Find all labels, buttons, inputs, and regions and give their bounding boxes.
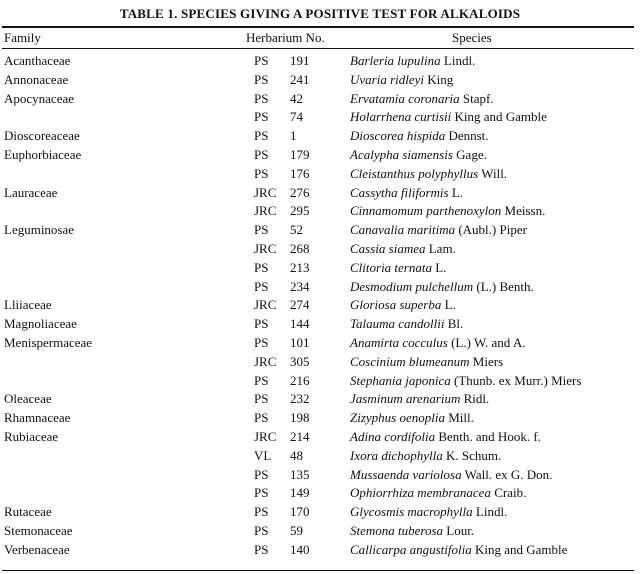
herbarium-cell bbox=[254, 447, 303, 466]
species-binomial: Glycosmis macrophylla bbox=[350, 504, 473, 520]
table-row bbox=[0, 466, 640, 485]
species-authority: (L.) Benth. bbox=[473, 278, 534, 294]
herbarium-cell bbox=[254, 259, 310, 278]
species-cell bbox=[350, 127, 489, 146]
species-cell bbox=[350, 184, 463, 203]
species-binomial: Stephania japonica bbox=[350, 372, 451, 388]
species-binomial: Zizyphus oenoplia bbox=[350, 410, 445, 426]
family-cell: Lauraceae bbox=[4, 184, 58, 200]
species-authority: King bbox=[424, 71, 454, 87]
herbarium-cell bbox=[254, 71, 310, 90]
table-row bbox=[0, 409, 640, 428]
species-authority: Meissn. bbox=[501, 203, 546, 219]
herbarium-prefix: PS bbox=[254, 53, 269, 68]
species-cell bbox=[350, 522, 474, 541]
family-cell: Rubiaceae bbox=[4, 428, 59, 444]
table-row bbox=[0, 165, 640, 184]
herbarium-number: 1 bbox=[290, 128, 297, 144]
herbarium-cell bbox=[254, 409, 310, 428]
family-cell: Leguminosae bbox=[4, 222, 75, 238]
species-authority: L. bbox=[441, 297, 456, 313]
header-herbarium: Herbarium No. bbox=[246, 30, 325, 45]
herbarium-cell bbox=[254, 108, 303, 127]
herbarium-prefix: PS bbox=[254, 90, 269, 106]
herbarium-number: 74 bbox=[290, 109, 303, 125]
table-row bbox=[0, 334, 640, 353]
species-cell bbox=[350, 353, 503, 372]
species-cell bbox=[350, 240, 456, 259]
family-cell: Rutaceae bbox=[4, 504, 52, 520]
herbarium-cell bbox=[254, 334, 310, 353]
herbarium-prefix: PS bbox=[254, 278, 269, 294]
table-row bbox=[0, 108, 640, 127]
table-row bbox=[0, 372, 640, 391]
species-binomial: Canavalia maritima bbox=[350, 222, 456, 238]
table-body bbox=[0, 52, 640, 560]
species-binomial: Coscinium blumeanum bbox=[350, 353, 470, 369]
herbarium-cell bbox=[254, 428, 310, 447]
herbarium-number: 179 bbox=[290, 146, 310, 162]
herbarium-number: 274 bbox=[290, 297, 310, 313]
species-cell bbox=[350, 447, 501, 466]
herbarium-prefix: PS bbox=[254, 485, 269, 501]
species-cell bbox=[350, 71, 453, 90]
table-row bbox=[0, 127, 640, 146]
herbarium-prefix: PS bbox=[254, 109, 269, 125]
table-row bbox=[0, 71, 640, 90]
herbarium-number: 52 bbox=[290, 222, 303, 238]
herbarium-cell bbox=[254, 296, 310, 315]
herbarium-number: 305 bbox=[290, 353, 310, 369]
herbarium-cell bbox=[254, 184, 310, 203]
species-authority: King and Gamble bbox=[451, 109, 547, 125]
table-row bbox=[0, 484, 640, 503]
family-cell: Menispermaceae bbox=[4, 334, 93, 350]
species-binomial: Desmodium pulchellum bbox=[350, 278, 474, 294]
herbarium-cell bbox=[254, 522, 303, 541]
table-row bbox=[0, 278, 640, 297]
herbarium-prefix: PS bbox=[254, 146, 269, 162]
herbarium-prefix: PS bbox=[254, 128, 269, 144]
species-authority: L. bbox=[448, 184, 464, 200]
herbarium-cell bbox=[254, 165, 310, 184]
species-cell bbox=[350, 165, 507, 184]
herbarium-cell bbox=[254, 278, 310, 297]
herbarium-prefix: JRC bbox=[254, 203, 277, 219]
herbarium-prefix: VL bbox=[254, 447, 272, 463]
table-row bbox=[0, 522, 640, 541]
herbarium-cell bbox=[254, 146, 310, 165]
species-authority: Mill. bbox=[444, 410, 474, 426]
herbarium-cell bbox=[254, 315, 310, 334]
species-authority: King and Gamble bbox=[471, 541, 568, 557]
species-cell bbox=[350, 52, 475, 71]
herbarium-number: 140 bbox=[290, 541, 310, 557]
table-row bbox=[0, 90, 640, 109]
herbarium-cell bbox=[254, 52, 310, 71]
species-authority: Miers bbox=[469, 353, 504, 369]
species-binomial: Stemona tuberosa bbox=[350, 522, 444, 538]
species-cell bbox=[350, 296, 456, 315]
species-authority: Lindl. bbox=[440, 53, 476, 68]
family-cell: Dioscoreaceae bbox=[4, 128, 80, 144]
herbarium-prefix: PS bbox=[254, 466, 269, 482]
header-species: Species bbox=[452, 30, 492, 45]
species-authority: Lindl. bbox=[472, 504, 508, 520]
species-binomial: Dioscorea hispida bbox=[350, 128, 446, 144]
species-binomial: Cassia siamea bbox=[350, 240, 426, 256]
species-binomial: Ervatamia coronaria bbox=[350, 90, 460, 106]
table-row bbox=[0, 541, 640, 560]
species-authority: Wall. ex G. Don. bbox=[461, 466, 553, 482]
herbarium-cell bbox=[254, 372, 310, 391]
family-cell: Stemonaceae bbox=[4, 522, 73, 538]
species-binomial: Ixora dichophylla bbox=[350, 447, 443, 463]
herbarium-prefix: PS bbox=[254, 222, 269, 238]
herbarium-prefix: PS bbox=[254, 259, 269, 275]
herbarium-cell bbox=[254, 390, 310, 409]
table-row bbox=[0, 447, 640, 466]
herbarium-number: 42 bbox=[290, 90, 303, 106]
table-row bbox=[0, 240, 640, 259]
herbarium-number: 191 bbox=[290, 53, 310, 68]
herbarium-prefix: JRC bbox=[254, 184, 277, 200]
herbarium-number: 144 bbox=[290, 316, 310, 332]
herbarium-number: 198 bbox=[290, 410, 310, 426]
species-authority: Craib. bbox=[490, 485, 527, 501]
herbarium-cell bbox=[254, 240, 310, 259]
herbarium-number: 135 bbox=[290, 466, 310, 482]
herbarium-prefix: PS bbox=[254, 522, 269, 538]
species-cell bbox=[350, 503, 507, 522]
bottom-rule bbox=[2, 570, 634, 571]
species-binomial: Cinnamomum parthenoxylon bbox=[350, 203, 502, 219]
table-row bbox=[0, 503, 640, 522]
species-authority: Will. bbox=[478, 165, 508, 181]
species-binomial: Uvaria ridleyi bbox=[350, 71, 425, 87]
species-cell bbox=[350, 108, 547, 127]
species-cell bbox=[350, 90, 494, 109]
family-cell: Magnoliaceae bbox=[4, 316, 77, 332]
family-cell: Lliiaceae bbox=[4, 297, 52, 313]
top-rule bbox=[2, 26, 634, 28]
table-row bbox=[0, 390, 640, 409]
species-cell bbox=[350, 278, 534, 297]
herbarium-number: 170 bbox=[290, 504, 310, 520]
species-binomial: Talauma candollii bbox=[350, 316, 445, 332]
herbarium-cell bbox=[254, 541, 310, 560]
table-row bbox=[0, 259, 640, 278]
herbarium-cell bbox=[254, 127, 297, 146]
herbarium-cell bbox=[254, 503, 310, 522]
family-cell: Annonaceae bbox=[4, 71, 69, 87]
herbarium-number: 101 bbox=[290, 334, 310, 350]
herbarium-cell bbox=[254, 353, 310, 372]
herbarium-prefix: JRC bbox=[254, 297, 277, 313]
herbarium-number: 213 bbox=[290, 259, 310, 275]
herbarium-prefix: PS bbox=[254, 165, 269, 181]
herbarium-number: 214 bbox=[290, 428, 310, 444]
herbarium-cell bbox=[254, 466, 310, 485]
herbarium-number: 268 bbox=[290, 240, 310, 256]
herbarium-prefix: PS bbox=[254, 410, 269, 426]
herbarium-prefix: JRC bbox=[254, 353, 277, 369]
family-cell: Oleaceae bbox=[4, 391, 52, 407]
herbarium-prefix: PS bbox=[254, 316, 269, 332]
species-binomial: Holarrhena curtisii bbox=[350, 109, 452, 125]
species-cell bbox=[350, 484, 526, 503]
species-binomial: Callicarpa angustifolia bbox=[350, 541, 472, 557]
species-binomial: Adina cordifolia bbox=[350, 428, 436, 444]
species-cell bbox=[350, 146, 487, 165]
species-binomial: Mussaenda variolosa bbox=[350, 466, 462, 482]
herbarium-prefix: JRC bbox=[254, 428, 277, 444]
species-binomial: Barleria lupulina bbox=[350, 53, 441, 68]
herbarium-prefix: PS bbox=[254, 71, 269, 87]
species-authority: Dennst. bbox=[445, 128, 489, 144]
herbarium-number: 149 bbox=[290, 485, 310, 501]
family-cell: Rhamnaceae bbox=[4, 410, 71, 426]
species-cell bbox=[350, 466, 552, 485]
family-cell: Apocynaceae bbox=[4, 90, 75, 106]
herbarium-prefix: PS bbox=[254, 372, 269, 388]
header-rule bbox=[2, 48, 634, 49]
herbarium-cell bbox=[254, 90, 303, 109]
family-cell: Acanthaceae bbox=[4, 53, 71, 68]
herbarium-prefix: JRC bbox=[254, 240, 277, 256]
herbarium-number: 232 bbox=[290, 391, 310, 407]
herbarium-number: 234 bbox=[290, 278, 310, 294]
species-binomial: Clitoria ternata bbox=[350, 259, 432, 275]
species-cell bbox=[350, 428, 541, 447]
species-cell bbox=[350, 390, 489, 409]
herbarium-number: 295 bbox=[290, 203, 310, 219]
species-authority: (Thunb. ex Murr.) Miers bbox=[450, 372, 582, 388]
species-authority: K. Schum. bbox=[442, 447, 502, 463]
species-cell bbox=[350, 202, 545, 221]
herbarium-number: 48 bbox=[290, 447, 303, 463]
herbarium-cell bbox=[254, 202, 310, 221]
table-row bbox=[0, 221, 640, 240]
species-binomial: Anamirta cocculus bbox=[350, 334, 448, 350]
table-row bbox=[0, 315, 640, 334]
species-authority: Benth. and Hook. f. bbox=[435, 428, 541, 444]
family-cell: Verbenaceae bbox=[4, 541, 70, 557]
table-row bbox=[0, 146, 640, 165]
table-row bbox=[0, 353, 640, 372]
table-row bbox=[0, 52, 640, 71]
species-cell bbox=[350, 259, 446, 278]
table-row bbox=[0, 428, 640, 447]
species-authority: Ridl. bbox=[460, 391, 490, 407]
species-authority: Bl. bbox=[444, 316, 464, 332]
species-cell bbox=[350, 372, 581, 391]
table-row bbox=[0, 184, 640, 203]
herbarium-number: 216 bbox=[290, 372, 310, 388]
species-authority: L. bbox=[431, 259, 447, 275]
herbarium-prefix: PS bbox=[254, 541, 269, 557]
herbarium-prefix: PS bbox=[254, 504, 269, 520]
species-authority: (L.) W. and A. bbox=[447, 334, 526, 350]
species-binomial: Jasminum arenarium bbox=[350, 391, 461, 407]
species-authority: Lour. bbox=[443, 522, 475, 538]
species-cell bbox=[350, 409, 474, 428]
herbarium-prefix: PS bbox=[254, 391, 269, 407]
species-cell bbox=[350, 334, 525, 353]
species-binomial: Gloriosa superba bbox=[350, 297, 442, 313]
species-cell bbox=[350, 541, 567, 560]
herbarium-number: 176 bbox=[290, 165, 310, 181]
herbarium-cell bbox=[254, 221, 303, 240]
species-binomial: Ophiorrhiza membranacea bbox=[350, 485, 491, 501]
species-binomial: Cassytha filiformis bbox=[350, 184, 449, 200]
header-family: Family bbox=[4, 30, 41, 45]
herbarium-prefix: PS bbox=[254, 334, 269, 350]
table-title: TABLE 1. SPECIES GIVING A POSITIVE TEST FOR ALKALOIDS bbox=[119, 6, 521, 21]
species-cell bbox=[350, 221, 527, 240]
species-binomial: Acalypha siamensis bbox=[350, 146, 453, 162]
species-authority: Lam. bbox=[425, 240, 456, 256]
species-authority: Gage. bbox=[452, 146, 487, 162]
species-binomial: Cleistanthus polyphyllus bbox=[350, 165, 479, 181]
herbarium-number: 276 bbox=[290, 184, 310, 200]
family-cell: Euphorbiaceae bbox=[4, 146, 82, 162]
herbarium-cell bbox=[254, 484, 310, 503]
table-row bbox=[0, 202, 640, 221]
herbarium-number: 59 bbox=[290, 522, 303, 538]
species-authority: (Aubl.) Piper bbox=[455, 222, 527, 238]
species-authority: Stapf. bbox=[459, 90, 494, 106]
herbarium-number: 241 bbox=[290, 71, 310, 87]
species-cell bbox=[350, 315, 463, 334]
table-row bbox=[0, 296, 640, 315]
